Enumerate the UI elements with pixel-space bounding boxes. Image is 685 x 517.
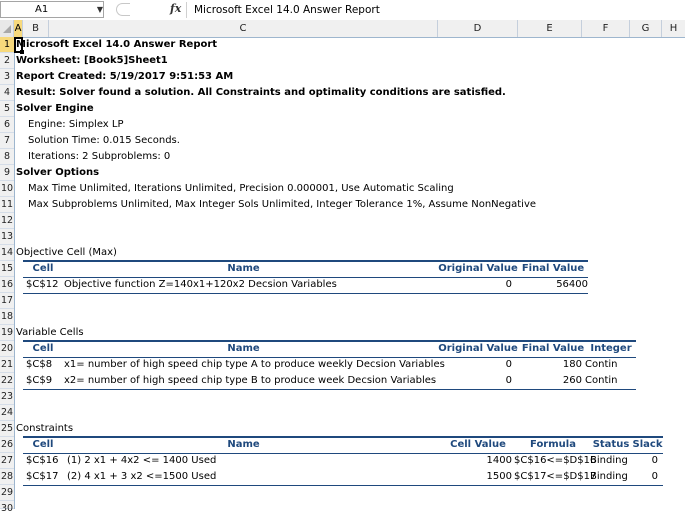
column-header-c[interactable]: C: [49, 20, 438, 37]
row-header[interactable]: 16: [0, 277, 14, 293]
constraints-row-cell[interactable]: $C$17: [26, 471, 59, 482]
row-header[interactable]: 23: [0, 389, 14, 405]
report-worksheet[interactable]: Worksheet: [Book5]Sheet1: [16, 55, 168, 66]
constraints-header-value[interactable]: Cell Value: [450, 439, 506, 450]
formula-input[interactable]: Microsoft Excel 14.0 Answer Report: [194, 4, 380, 16]
fill-handle[interactable]: [20, 50, 24, 54]
column-header-g[interactable]: G: [630, 20, 662, 37]
constraints-row-name[interactable]: (2) 4 x1 + 3 x2 <=1500 Used: [67, 471, 217, 482]
formula-bar: [0, 0, 685, 21]
constraints-row-value[interactable]: 1500: [486, 471, 512, 482]
row-header[interactable]: 6: [0, 117, 14, 133]
constraints-header-slack[interactable]: Slack: [632, 439, 663, 450]
objective-header-cell[interactable]: Cell: [32, 263, 54, 274]
row-header[interactable]: 22: [0, 373, 14, 389]
objective-bottom-border: [23, 293, 588, 294]
constraints-row-formula[interactable]: $C$16<=$D$16: [514, 455, 597, 466]
chevron-down-icon[interactable]: ▼: [96, 5, 104, 14]
constraints-row-cell[interactable]: $C$16: [26, 455, 59, 466]
variables-section-title[interactable]: Variable Cells: [16, 327, 84, 338]
row-header-bar: [0, 37, 15, 514]
row-header[interactable]: 9: [0, 165, 14, 181]
constraints-header-name[interactable]: Name: [227, 439, 260, 450]
row-header[interactable]: 14: [0, 245, 14, 261]
constraints-row-slack[interactable]: 0: [651, 471, 658, 482]
variables-row-original[interactable]: 0: [505, 375, 512, 386]
variables-row-name[interactable]: x1= number of high speed chip type A to produce weekly Decsion Variables: [64, 359, 445, 370]
column-header-f[interactable]: F: [582, 20, 630, 37]
row-header[interactable]: 26: [0, 437, 14, 453]
row-header[interactable]: 27: [0, 453, 14, 469]
constraints-header-status[interactable]: Status: [592, 439, 630, 450]
solver-options-heading[interactable]: Solver Options: [16, 167, 100, 178]
variables-header-name[interactable]: Name: [227, 343, 260, 354]
variables-header-cell[interactable]: Cell: [32, 343, 54, 354]
variables-row-final[interactable]: 180: [562, 359, 582, 370]
objective-row-name[interactable]: Objective function Z=140x1+120x2 Decsion Variables: [64, 279, 337, 290]
formula-bar-divider: [186, 2, 187, 18]
column-header-h[interactable]: H: [669, 23, 678, 34]
name-box[interactable]: A1: [0, 1, 104, 18]
row-header[interactable]: 19: [0, 325, 14, 341]
row-header[interactable]: 28: [0, 469, 14, 485]
constraints-row-formula[interactable]: $C$17<=$D$17: [514, 471, 597, 482]
column-header-d[interactable]: D: [438, 20, 518, 37]
insert-function-icon[interactable]: fx: [170, 2, 182, 15]
constraints-section-title[interactable]: Constraints: [16, 423, 74, 434]
constraints-row-value[interactable]: 1400: [486, 455, 512, 466]
constraints-row-status[interactable]: Binding: [590, 471, 628, 482]
row-header[interactable]: 4: [0, 85, 14, 101]
variables-header-original[interactable]: Original Value: [438, 343, 518, 354]
row-header[interactable]: 17: [0, 293, 14, 309]
solver-options-line1[interactable]: Max Time Unlimited, Iterations Unlimited, Precision 0.000001, Use Automatic Scaling: [28, 183, 454, 194]
row-header[interactable]: 21: [0, 357, 14, 373]
row-header[interactable]: 29: [0, 485, 14, 501]
column-header-b[interactable]: B: [23, 20, 49, 37]
row-header[interactable]: 13: [0, 229, 14, 245]
row-header[interactable]: 2: [0, 53, 14, 69]
iterations[interactable]: Iterations: 2 Subproblems: 0: [28, 151, 171, 162]
row-header[interactable]: 3: [0, 69, 14, 85]
variables-bottom-border: [23, 389, 636, 390]
column-header-e[interactable]: E: [518, 20, 582, 37]
variables-header-integer[interactable]: Integer: [590, 343, 632, 354]
constraints-header-cell[interactable]: Cell: [32, 439, 54, 450]
row-header[interactable]: 11: [0, 197, 14, 213]
variables-row-integer[interactable]: Contin: [585, 359, 618, 370]
row-header[interactable]: 12: [0, 213, 14, 229]
objective-header-name[interactable]: Name: [227, 263, 260, 274]
column-header-bar: [0, 20, 685, 38]
row-header[interactable]: 7: [0, 133, 14, 149]
row-header[interactable]: 8: [0, 149, 14, 165]
objective-row-original[interactable]: 0: [505, 279, 512, 290]
select-all-icon: [3, 25, 11, 33]
row-header[interactable]: 5: [0, 101, 14, 117]
formula-bar-expand-icon: [116, 3, 130, 16]
objective-row-final[interactable]: 56400: [556, 279, 588, 290]
row-header[interactable]: 24: [0, 405, 14, 421]
variables-row-original[interactable]: 0: [505, 359, 512, 370]
row-header[interactable]: 30: [0, 503, 14, 514]
variables-header-final[interactable]: Final Value: [521, 343, 585, 354]
variables-row-integer[interactable]: Contin: [585, 375, 618, 386]
report-title[interactable]: Microsoft Excel 14.0 Answer Report: [16, 39, 218, 50]
constraints-bottom-border: [23, 485, 663, 486]
column-header-a[interactable]: A: [14, 20, 23, 37]
row-header[interactable]: 1: [0, 37, 14, 53]
objective-section-title[interactable]: Objective Cell (Max): [16, 247, 117, 258]
solver-engine-heading[interactable]: Solver Engine: [16, 103, 94, 114]
objective-header-original[interactable]: Original Value: [438, 263, 518, 274]
row-header[interactable]: 18: [0, 309, 14, 325]
objective-header-final[interactable]: Final Value: [521, 263, 585, 274]
report-created[interactable]: Report Created: 5/19/2017 9:51:53 AM: [16, 71, 234, 82]
row-header[interactable]: 25: [0, 421, 14, 437]
row-header[interactable]: 15: [0, 261, 14, 277]
row-header[interactable]: 10: [0, 181, 14, 197]
variables-row-name[interactable]: x2= number of high speed chip type B to produce week Decsion Variables: [64, 375, 437, 386]
variables-row-cell[interactable]: $C$9: [26, 375, 53, 386]
objective-row-cell[interactable]: $C$12: [26, 279, 59, 290]
worksheet-grid[interactable]: [14, 37, 685, 509]
variables-row-cell[interactable]: $C$8: [26, 359, 53, 370]
select-all-button[interactable]: [0, 20, 14, 37]
constraints-header-formula[interactable]: Formula: [530, 439, 576, 450]
solver-options-line2[interactable]: Max Subproblems Unlimited, Max Integer Sols Unlimited, Integer Tolerance 1%, Assume NonNegative: [28, 199, 537, 210]
variables-row-final[interactable]: 260: [562, 375, 582, 386]
solver-engine-value[interactable]: Engine: Simplex LP: [28, 119, 124, 130]
constraints-row-status[interactable]: Binding: [590, 455, 628, 466]
row-header[interactable]: 20: [0, 341, 14, 357]
constraints-row-slack[interactable]: 0: [651, 455, 658, 466]
report-result[interactable]: Result: Solver found a solution. All Constraints and optimality conditions are satisfied.: [16, 87, 506, 98]
solution-time[interactable]: Solution Time: 0.015 Seconds.: [28, 135, 180, 146]
constraints-row-name[interactable]: (1) 2 x1 + 4x2 <= 1400 Used: [67, 455, 217, 466]
